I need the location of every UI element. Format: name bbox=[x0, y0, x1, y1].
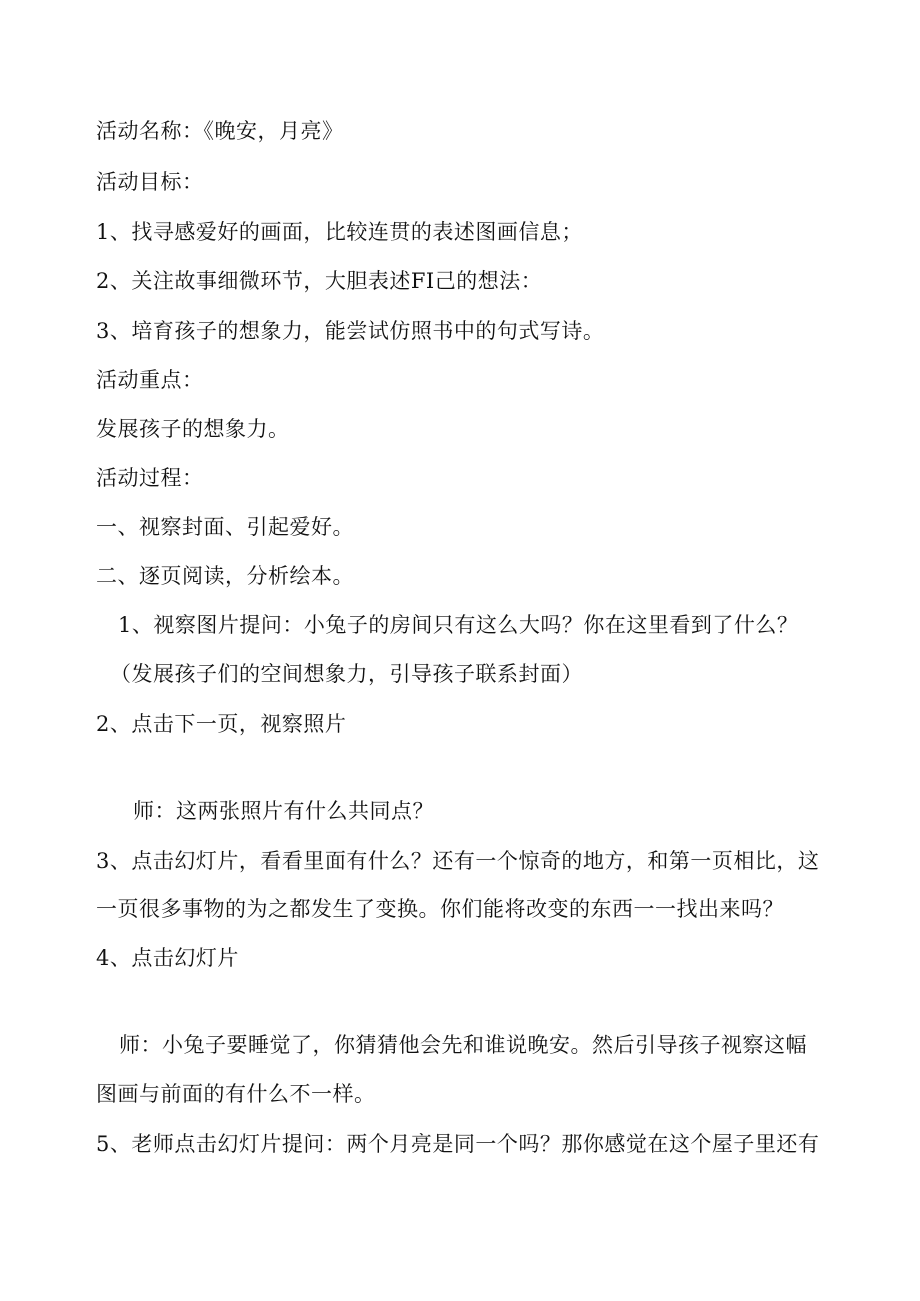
sub-step-5: 5、老师点击幻灯片提问：两个月亮是同一个吗？那你感觉在这个屋子里还有 bbox=[96, 1132, 820, 1156]
activity-name-line: 活动名称：《晚安，月亮》 bbox=[96, 119, 344, 143]
sub-step-3-line-1: 3、点击幻灯片，看看里面有什么？还有一个惊奇的地方，和第一页相比，这 bbox=[96, 849, 820, 873]
process-step-1: 一、视察封面、引起爱好。 bbox=[96, 515, 354, 539]
teacher-question-2-line-1: 师：小兔子要睡觉了，你猜猜他会先和谁说晚安。然后引导孩子视察这幅 bbox=[119, 1033, 807, 1057]
goal-item-3: 3、培育孩子的想象力，能尝试仿照书中的句式写诗。 bbox=[96, 319, 605, 343]
process-heading: 活动过程： bbox=[96, 466, 204, 490]
sub-step-1: 1、视察图片提问：小兔子的房间只有这么大吗？你在这里看到了什么？ bbox=[118, 613, 799, 637]
process-step-2: 二、逐页阅读，分析绘本。 bbox=[96, 564, 354, 588]
goal-item-2: 2、关注故事细微环节，大胆表述FI己的想法： bbox=[96, 269, 543, 293]
teacher-question-2-line-2: 图画与前面的有什么不一样。 bbox=[96, 1082, 376, 1106]
key-point-text: 发展孩子的想象力。 bbox=[96, 417, 290, 441]
teacher-question-1: 师：这两张照片有什么共同点？ bbox=[133, 799, 434, 823]
sub-step-3-line-2: 一页很多事物的为之都发生了变换。你们能将改变的东西一一找出来吗？ bbox=[96, 897, 784, 921]
sub-step-1-note: （发展孩子们的空间想象力，引导孩子联系封面） bbox=[110, 662, 583, 686]
goal-item-1: 1、找寻感爱好的画面，比较连贯的表述图画信息； bbox=[96, 220, 583, 244]
sub-step-2: 2、点击下一页，视察照片 bbox=[96, 712, 347, 736]
sub-step-4: 4、点击幻灯片 bbox=[96, 946, 239, 970]
key-point-heading: 活动重点： bbox=[96, 368, 204, 392]
activity-goals-heading: 活动目标： bbox=[96, 170, 204, 194]
